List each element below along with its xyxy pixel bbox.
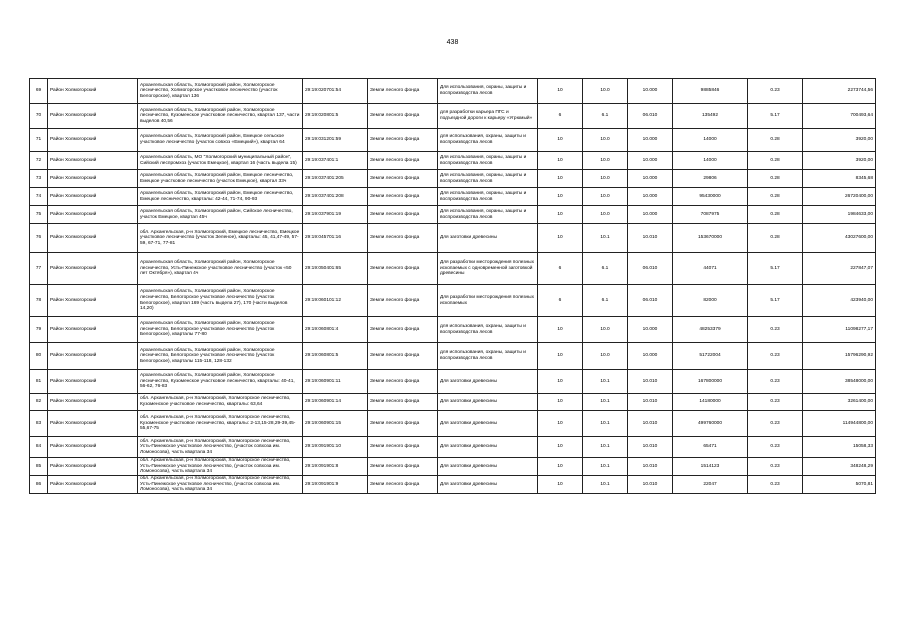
cadastral-value-cell: 15796290,92 [803, 343, 876, 370]
land-category-cell: Земли лесного фонда [368, 224, 438, 253]
address-cell: Архангельская область, Холмогорский район, Холмогорское лесничество, Белогорское участковое лесничество (участок Белогорское), кварталы 115-118, 128-132 [138, 343, 303, 370]
permitted-use-cell: Для разработки месторождения полезных ископаемых [438, 285, 538, 317]
address-cell: Архангельская область, Холмогорский район, Емецкое лесничество, Емецкое участковое лесничество (участок Емецкое), квартал 33ч [138, 170, 303, 188]
district-cell: Район Холмогорский [48, 343, 138, 370]
row-number-cell: 76 [30, 224, 48, 253]
row-number-cell: 86 [30, 476, 48, 494]
row-number-cell: 70 [30, 104, 48, 129]
cadastral-number-cell: 29:19:060901:11 [303, 370, 368, 394]
row-number-cell: 82 [30, 394, 48, 411]
use-code-cell: 10.1 [583, 437, 628, 458]
table-row [30, 476, 876, 494]
permitted-use-cell: Для использования, охраны, защиты и воспроизводства лесов [438, 170, 538, 188]
table-row [30, 224, 876, 253]
use-code-group-cell: 10 [538, 370, 583, 394]
permitted-use-cell: для использования, охраны, защиты и воспроизводства лесов [438, 129, 538, 152]
table-row [30, 285, 876, 317]
area-cell: 14180000 [673, 394, 748, 411]
table-row [30, 152, 876, 170]
district-cell: Район Холмогорский [48, 206, 138, 224]
cadastral-value-cell: 26720400,00 [803, 188, 876, 206]
use-code-full-cell: 10.000 [628, 317, 673, 343]
cadastral-number-cell: 29:19:037401:1 [303, 152, 368, 170]
use-code-full-cell: 10.010 [628, 437, 673, 458]
area-cell: 82000 [673, 285, 748, 317]
permitted-use-cell: Для заготовки древесины [438, 458, 538, 476]
table-row [30, 317, 876, 343]
address-cell: Архангельская область, Холмогорский район, Холмогорское лесничество, Белогорское участковое лесничество (участок Белогорское), кварталы 77-80 [138, 317, 303, 343]
table-row [30, 370, 876, 394]
area-cell: 9885846 [673, 79, 748, 104]
permitted-use-cell: Для заготовки древесины [438, 224, 538, 253]
land-category-cell: Земли лесного фонда [368, 152, 438, 170]
district-cell: Район Холмогорский [48, 170, 138, 188]
use-code-cell: 6.1 [583, 253, 628, 285]
row-number-cell: 79 [30, 317, 48, 343]
rate-cell: 0.28 [748, 206, 803, 224]
district-cell: Район Холмогорский [48, 317, 138, 343]
use-code-group-cell: 10 [538, 343, 583, 370]
use-code-full-cell: 10.000 [628, 152, 673, 170]
use-code-cell: 10.0 [583, 188, 628, 206]
use-code-cell: 10.0 [583, 152, 628, 170]
permitted-use-cell: Для использования, охраны, защиты и воспроизводства лесов [438, 188, 538, 206]
land-category-cell: Земли лесного фонда [368, 394, 438, 411]
cadastral-number-cell: 29:19:060801:4 [303, 317, 368, 343]
cadastral-number-cell: 29:19:060901:14 [303, 394, 368, 411]
cadastral-number-cell: 29:19:050401:65 [303, 253, 368, 285]
cadastral-number-cell: 29:19:060801:5 [303, 343, 368, 370]
address-cell: Архангельская область, Холмогорский район, Холмогорское лесничество, Кузоменское участковое лесничество, кварталы: 40-41, 56-62, 76-83 [138, 370, 303, 394]
area-cell: 29806 [673, 170, 748, 188]
use-code-cell: 10.0 [583, 79, 628, 104]
land-category-cell: Земли лесного фонда [368, 370, 438, 394]
table-row [30, 104, 876, 129]
use-code-full-cell: 10.000 [628, 188, 673, 206]
address-cell: Архангельская область, Холмогорский район, Холмогорское лесничество, Белогорское участковое лесничество (участок Белогорское), квартал 169 (часть выдела 27), 170 (части выделов 14,20) [138, 285, 303, 317]
address-cell: обл. Архангельская, р-н Холмогорский, Холмогорское лесничество, Кузоменское участковое лесничество, кварталы: 2-13,15-28,29-39,45-55,67-75 [138, 411, 303, 437]
use-code-full-cell: 06.010 [628, 285, 673, 317]
permitted-use-cell: Для заготовки древесины [438, 370, 538, 394]
use-code-full-cell: 10.000 [628, 206, 673, 224]
land-category-cell: Земли лесного фонда [368, 476, 438, 494]
district-cell: Район Холмогорский [48, 458, 138, 476]
area-cell: 51722004 [673, 343, 748, 370]
table-row [30, 129, 876, 152]
area-cell: 48253379 [673, 317, 748, 343]
permitted-use-cell: для использования, охраны, защиты и воспроизводства лесов [438, 343, 538, 370]
rate-cell: 0.28 [748, 188, 803, 206]
area-cell: 153670000 [673, 224, 748, 253]
land-registry-table [29, 78, 876, 494]
cadastral-value-cell: 38548000,00 [803, 370, 876, 394]
cadastral-value-cell: 114944800,00 [803, 411, 876, 437]
cadastral-value-cell: 227847,07 [803, 253, 876, 285]
land-category-cell: Земли лесного фонда [368, 343, 438, 370]
table-row [30, 437, 876, 458]
rate-cell: 0.23 [748, 476, 803, 494]
row-number-cell: 80 [30, 343, 48, 370]
permitted-use-cell: Для заготовки древесины [438, 437, 538, 458]
use-code-cell: 10.0 [583, 129, 628, 152]
land-category-cell: Земли лесного фонда [368, 411, 438, 437]
rate-cell: 0.23 [748, 370, 803, 394]
area-cell: 499760000 [673, 411, 748, 437]
cadastral-number-cell: 29:19:091901:9 [303, 476, 368, 494]
page-number: 438 [446, 39, 459, 46]
rate-cell: 0.28 [748, 224, 803, 253]
permitted-use-cell: для разработки карьера ПГС и подъездной дороги к карьеру «Угрюмый» [438, 104, 538, 129]
row-number-cell: 72 [30, 152, 48, 170]
use-code-group-cell: 6 [538, 253, 583, 285]
district-cell: Район Холмогорский [48, 437, 138, 458]
permitted-use-cell: Для использования, охраны, защиты и воспроизводства лесов [438, 206, 538, 224]
cadastral-number-cell: 29:19:020801:5 [303, 104, 368, 129]
address-cell: Архангельская область, Холмогорский район, Сийское лесничество, участок Емецкое, квартал 45ч [138, 206, 303, 224]
use-code-full-cell: 10.000 [628, 170, 673, 188]
address-cell: Архангельская область, Холмогорский район, Емецкое сельское участковое лесничество (участок совхоз «Емецкий»), квартал 64 [138, 129, 303, 152]
district-cell: Район Холмогорский [48, 370, 138, 394]
cadastral-number-cell: 29:19:037401:205 [303, 170, 368, 188]
table-row [30, 206, 876, 224]
permitted-use-cell: Для использования, охраны, защиты и воспроизводства лесов [438, 152, 538, 170]
area-cell: 135492 [673, 104, 748, 129]
rate-cell: 5.17 [748, 253, 803, 285]
rate-cell: 0.23 [748, 458, 803, 476]
row-number-cell: 83 [30, 411, 48, 437]
district-cell: Район Холмогорский [48, 411, 138, 437]
cadastral-value-cell: 3920,00 [803, 152, 876, 170]
district-cell: Район Холмогорский [48, 285, 138, 317]
land-category-cell: Земли лесного фонда [368, 79, 438, 104]
address-cell: Архангельская область, Холмогорский район, Холмогорское лесничество, Холмогорское участковое лесничество (участок Белогорское), квартал 136 [138, 79, 303, 104]
table-row [30, 170, 876, 188]
cadastral-value-cell: 3261400,00 [803, 394, 876, 411]
cadastral-value-cell: 11098277,17 [803, 317, 876, 343]
land-category-cell: Земли лесного фонда [368, 253, 438, 285]
rate-cell: 0.28 [748, 170, 803, 188]
land-category-cell: Земли лесного фонда [368, 170, 438, 188]
use-code-group-cell: 10 [538, 79, 583, 104]
cadastral-number-cell: 29:19:060901:15 [303, 411, 368, 437]
cadastral-value-cell: 5070,81 [803, 476, 876, 494]
area-cell: 14000 [673, 152, 748, 170]
use-code-full-cell: 10.000 [628, 129, 673, 152]
use-code-full-cell: 06.010 [628, 104, 673, 129]
rate-cell: 0.23 [748, 394, 803, 411]
permitted-use-cell: Для заготовки древесины [438, 476, 538, 494]
cadastral-value-cell: 15058,33 [803, 437, 876, 458]
cadastral-number-cell: 29:19:037401:208 [303, 188, 368, 206]
table-row [30, 79, 876, 104]
permitted-use-cell: Для заготовки древесины [438, 394, 538, 411]
row-number-cell: 81 [30, 370, 48, 394]
district-cell: Район Холмогорский [48, 476, 138, 494]
use-code-group-cell: 10 [538, 394, 583, 411]
use-code-group-cell: 10 [538, 129, 583, 152]
rate-cell: 0.28 [748, 152, 803, 170]
table-row [30, 394, 876, 411]
use-code-cell: 10.0 [583, 170, 628, 188]
area-cell: 44071 [673, 253, 748, 285]
use-code-group-cell: 10 [538, 458, 583, 476]
district-cell: Район Холмогорский [48, 253, 138, 285]
district-cell: Район Холмогорский [48, 152, 138, 170]
use-code-full-cell: 10.000 [628, 79, 673, 104]
row-number-cell: 73 [30, 170, 48, 188]
use-code-full-cell: 10.010 [628, 224, 673, 253]
use-code-group-cell: 10 [538, 476, 583, 494]
use-code-group-cell: 10 [538, 170, 583, 188]
table-body [30, 79, 876, 494]
use-code-cell: 10.0 [583, 343, 628, 370]
cadastral-value-cell: 348248,29 [803, 458, 876, 476]
rate-cell: 5.17 [748, 104, 803, 129]
use-code-group-cell: 6 [538, 104, 583, 129]
district-cell: Район Холмогорский [48, 129, 138, 152]
use-code-full-cell: 10.010 [628, 370, 673, 394]
use-code-cell: 10.1 [583, 224, 628, 253]
use-code-group-cell: 10 [538, 437, 583, 458]
table-row [30, 458, 876, 476]
use-code-cell: 6.1 [583, 104, 628, 129]
address-cell: обл. Архангельская, р-н Холмогорский, Холмогорское лесничество, Кузоменское участковое лесничество, кварталы: 63,64 [138, 394, 303, 411]
permitted-use-cell: Для разработки месторождения полезных ископаемых с одновременной заготовкой древесины [438, 253, 538, 285]
use-code-cell: 10.1 [583, 458, 628, 476]
cadastral-value-cell: 8345,68 [803, 170, 876, 188]
land-category-cell: Земли лесного фонда [368, 285, 438, 317]
use-code-group-cell: 10 [538, 411, 583, 437]
address-cell: обл. Архангельская, р-н Холмогорский, Холмогорское лесничество, Усть-Пинежское участковое лесничество, (участок совхоза им. Ломоносова), часть квартала 34 [138, 437, 303, 458]
row-number-cell: 85 [30, 458, 48, 476]
cadastral-number-cell: 29:19:091901:8 [303, 458, 368, 476]
area-cell: 167800000 [673, 370, 748, 394]
land-category-cell: Земли лесного фонда [368, 188, 438, 206]
area-cell: 95430000 [673, 188, 748, 206]
land-category-cell: Земли лесного фонда [368, 104, 438, 129]
cadastral-value-cell: 1984633,00 [803, 206, 876, 224]
row-number-cell: 69 [30, 79, 48, 104]
use-code-full-cell: 10.000 [628, 343, 673, 370]
area-cell: 65471 [673, 437, 748, 458]
rate-cell: 0.23 [748, 343, 803, 370]
area-cell: 1514123 [673, 458, 748, 476]
land-category-cell: Земли лесного фонда [368, 458, 438, 476]
rate-cell: 0.23 [748, 317, 803, 343]
district-cell: Район Холмогорский [48, 224, 138, 253]
land-category-cell: Земли лесного фонда [368, 437, 438, 458]
district-cell: Район Холмогорский [48, 394, 138, 411]
address-cell: Архангельская область, Холмогорский район, Холмогорское лесничество, Кузоменское участковое лесничество, квартал 137, части выделов 40,56 [138, 104, 303, 129]
cadastral-number-cell: 29:19:031201:59 [303, 129, 368, 152]
rate-cell: 0.28 [748, 129, 803, 152]
land-category-cell: Земли лесного фонда [368, 129, 438, 152]
cadastral-number-cell: 29:19:060101:12 [303, 285, 368, 317]
area-cell: 14000 [673, 129, 748, 152]
row-number-cell: 84 [30, 437, 48, 458]
rate-cell: 0.23 [748, 79, 803, 104]
table-row [30, 188, 876, 206]
rate-cell: 0.23 [748, 411, 803, 437]
row-number-cell: 75 [30, 206, 48, 224]
cadastral-value-cell: 3920,00 [803, 129, 876, 152]
row-number-cell: 71 [30, 129, 48, 152]
permitted-use-cell: для использования, охраны, защиты и воспроизводства лесов [438, 317, 538, 343]
cadastral-number-cell: 29:19:037901:19 [303, 206, 368, 224]
cadastral-number-cell: 29:19:091901:10 [303, 437, 368, 458]
address-cell: обл. Архангельская, р-н Холмогорский, Холмогорское лесничество, Усть-Пинежское участковое лесничество, (участок совхоза им. Ломоносова), часть квартала 34 [138, 476, 303, 494]
cadastral-value-cell: 700493,64 [803, 104, 876, 129]
cadastral-number-cell: 29:19:020701:54 [303, 79, 368, 104]
rate-cell: 5.17 [748, 285, 803, 317]
district-cell: Район Холмогорский [48, 188, 138, 206]
table-row [30, 411, 876, 437]
use-code-full-cell: 10.010 [628, 411, 673, 437]
land-category-cell: Земли лесного фонда [368, 317, 438, 343]
address-cell: обл. Архангельская, р-н Холмогорский, Холмогорское лесничество, Усть-Пинежское участковое лесничество, (участок совхоза им. Ломоносова), часть квартала 34 [138, 458, 303, 476]
land-category-cell: Земли лесного фонда [368, 206, 438, 224]
rate-cell: 0.23 [748, 437, 803, 458]
use-code-full-cell: 06.010 [628, 253, 673, 285]
permitted-use-cell: Для использования, охраны, защиты и воспроизводства лесов [438, 79, 538, 104]
district-cell: Район Холмогорский [48, 79, 138, 104]
table-row [30, 343, 876, 370]
use-code-group-cell: 10 [538, 152, 583, 170]
use-code-cell: 10.1 [583, 476, 628, 494]
table-row [30, 253, 876, 285]
permitted-use-cell: Для заготовки древесины [438, 411, 538, 437]
use-code-group-cell: 10 [538, 317, 583, 343]
address-cell: Архангельская область, Холмогорский район, Емецкое лесничество, Емецкое лесничество, кварталы: 42-44, 71-74, 90-93 [138, 188, 303, 206]
use-code-group-cell: 10 [538, 188, 583, 206]
district-cell: Район Холмогорский [48, 104, 138, 129]
address-cell: Архангельская область, Холмогорский район, Холмогорское лесничество, Усть-Пинежское участковое лесничество (участок «50 лет Октября»), квартал 4ч [138, 253, 303, 285]
address-cell: обл. Архангельская, р-н Холмогорский, Емецкое лесничество, Емецкое участковое лесничество (участок Зеленое), кварталы: 45, 41,47-49, 57-59, 67-71, 77-81 [138, 224, 303, 253]
use-code-cell: 10.0 [583, 206, 628, 224]
area-cell: 7087975 [673, 206, 748, 224]
row-number-cell: 74 [30, 188, 48, 206]
row-number-cell: 77 [30, 253, 48, 285]
cadastral-value-cell: 2273744,56 [803, 79, 876, 104]
use-code-cell: 10.0 [583, 317, 628, 343]
row-number-cell: 78 [30, 285, 48, 317]
cadastral-value-cell: 43027600,00 [803, 224, 876, 253]
use-code-group-cell: 10 [538, 224, 583, 253]
use-code-group-cell: 6 [538, 285, 583, 317]
use-code-full-cell: 10.010 [628, 476, 673, 494]
use-code-cell: 6.1 [583, 285, 628, 317]
use-code-full-cell: 10.010 [628, 394, 673, 411]
use-code-full-cell: 10.010 [628, 458, 673, 476]
use-code-group-cell: 10 [538, 206, 583, 224]
cadastral-value-cell: 423940,00 [803, 285, 876, 317]
use-code-cell: 10.1 [583, 370, 628, 394]
cadastral-number-cell: 29:19:045701:16 [303, 224, 368, 253]
use-code-cell: 10.1 [583, 394, 628, 411]
area-cell: 22047 [673, 476, 748, 494]
address-cell: Архангельская область, МО "Холмогорский муниципальный район", Сийский леспромхоз (участок Емецкое), квартал 16 (часть выдела 15) [138, 152, 303, 170]
use-code-cell: 10.1 [583, 411, 628, 437]
